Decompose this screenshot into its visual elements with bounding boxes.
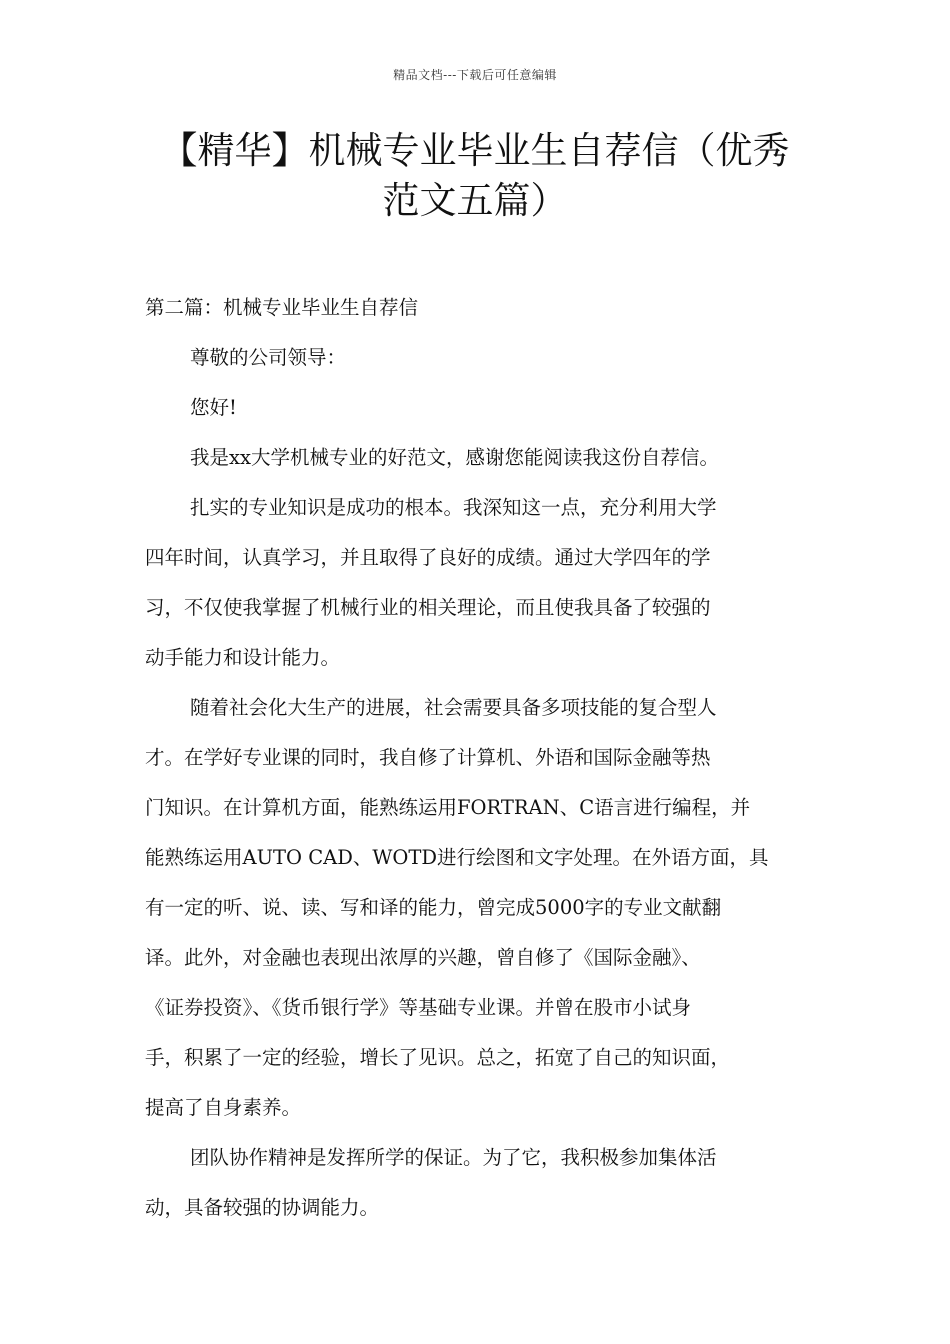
paragraph-line: 才。在学好专业课的同时，我自修了计算机、外语和国际金融等热 — [145, 746, 711, 769]
section-heading: 第二篇：机械专业毕业生自荐信 — [145, 296, 419, 319]
paragraph-line: 《证券投资》、《货币银行学》等基础专业课。并曾在股市小试身 — [145, 996, 692, 1019]
paragraph-line: 有一定的听、说、读、写和译的能力，曾完成5000字的专业文献翻 — [145, 896, 722, 919]
paragraph-line: 团队协作精神是发挥所学的保证。为了它，我积极参加集体活 — [190, 1146, 717, 1169]
paragraph-line: 随着社会化大生产的进展，社会需要具备多项技能的复合型人 — [190, 696, 717, 719]
title-line-2: 范文五篇） — [382, 179, 568, 222]
document-title — [140, 126, 810, 226]
title-line-1: 【精华】机械专业毕业生自荐信（优秀 — [160, 129, 790, 172]
paragraph-line: 我是xx大学机械专业的好范文，感谢您能阅读我这份自荐信。 — [190, 446, 719, 469]
paragraph-line: 习，不仅使我掌握了机械行业的相关理论，而且使我具备了较强的 — [145, 596, 711, 619]
paragraph-line: 门知识。在计算机方面，能熟练运用FORTRAN、C语言进行编程，并 — [145, 796, 751, 819]
paragraph-line: 四年时间，认真学习，并且取得了良好的成绩。通过大学四年的学 — [145, 546, 711, 569]
paragraph-line: 提高了自身素养。 — [145, 1096, 302, 1119]
greeting: 您好! — [190, 396, 237, 419]
salutation: 尊敬的公司领导： — [190, 346, 347, 369]
paragraph-line: 译。此外，对金融也表现出浓厚的兴趣，曾自修了《国际金融》、 — [145, 946, 701, 969]
header-note: 精品文档---下载后可任意编辑 — [393, 68, 557, 82]
paragraph-line: 动，具备较强的协调能力。 — [145, 1196, 380, 1219]
paragraph-line: 动手能力和设计能力。 — [145, 646, 341, 669]
paragraph-line: 扎实的专业知识是成功的根本。我深知这一点，充分利用大学 — [190, 496, 717, 519]
document-body — [145, 283, 810, 1233]
paragraph-line: 手，积累了一定的经验，增长了见识。总之，拓宽了自己的知识面， — [145, 1046, 731, 1069]
paragraph-line: 能熟练运用AUTO CAD、WOTD进行绘图和文字处理。在外语方面，具 — [145, 846, 769, 869]
